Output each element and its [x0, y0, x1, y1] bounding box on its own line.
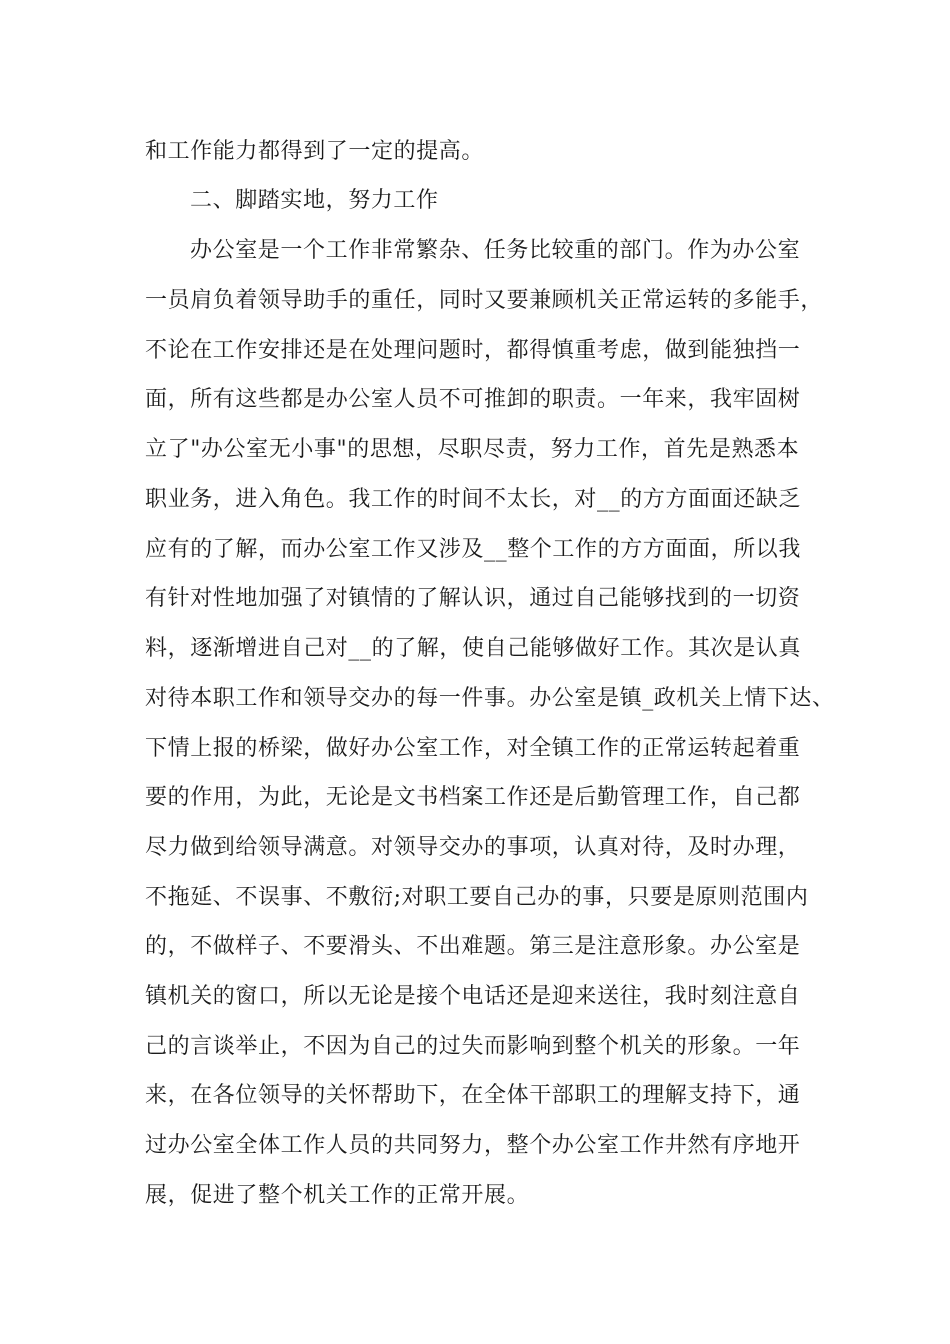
text-line: 来，在各位领导的关怀帮助下，在全体干部职工的理解支持下，通 [145, 1083, 801, 1108]
text-line: 应有的了解，而办公室工作又涉及__整个工作的方方面面，所以我 [145, 537, 802, 562]
text-line: 的，不做样子、不要滑头、不出难题。第三是注意形象。办公室是 [145, 934, 801, 959]
text-line: 对待本职工作和领导交办的每一件事。办公室是镇_政机关上情下达、 [145, 686, 835, 711]
text-line: 不拖延、不误事、不敷衍;对职工要自己办的事，只要是原则范围内 [145, 885, 809, 910]
text-line: 不论在工作安排还是在处理问题时，都得慎重考虑，做到能独挡一 [145, 338, 801, 363]
text-line: 职业务，进入角色。我工作的时间不太长，对__的方方面面还缺乏 [145, 487, 802, 512]
text-line: 面，所有这些都是办公室人员不可推卸的职责。一年来，我牢固树 [145, 387, 801, 412]
text-line: 镇机关的窗口，所以无论是接个电话还是迎来送往，我时刻注意自 [145, 984, 801, 1009]
section-heading: 二、脚踏实地，努力工作 [190, 188, 439, 213]
text-line: 料，逐渐增进自己对__的了解，使自己能够做好工作。其次是认真 [145, 636, 802, 661]
text-line: 己的言谈举止，不因为自己的过失而影响到整个机关的形象。一年 [145, 1034, 801, 1059]
text-line: 办公室是一个工作非常繁杂、任务比较重的部门。作为办公室 [190, 238, 801, 263]
text-line: 展，促进了整个机关工作的正常开展。 [145, 1183, 530, 1208]
text-line: 要的作用，为此，无论是文书档案工作还是后勤管理工作，自己都 [145, 785, 801, 810]
text-line: 有针对性地加强了对镇情的了解认识，通过自己能够找到的一切资 [145, 586, 801, 611]
text-line: 一员肩负着领导助手的重任，同时又要兼顾机关正常运转的多能手， [145, 288, 824, 313]
text-line: 和工作能力都得到了一定的提高。 [145, 139, 485, 164]
text-line: 尽力做到给领导满意。对领导交办的事项，认真对待，及时办理， [145, 835, 801, 860]
text-line: 下情上报的桥梁，做好办公室工作，对全镇工作的正常运转起着重 [145, 736, 801, 761]
text-line: 立了"办公室无小事"的思想，尽职尽责，努力工作，首先是熟悉本 [145, 437, 800, 462]
text-line: 过办公室全体工作人员的共同努力，整个办公室工作井然有序地开 [145, 1133, 801, 1158]
